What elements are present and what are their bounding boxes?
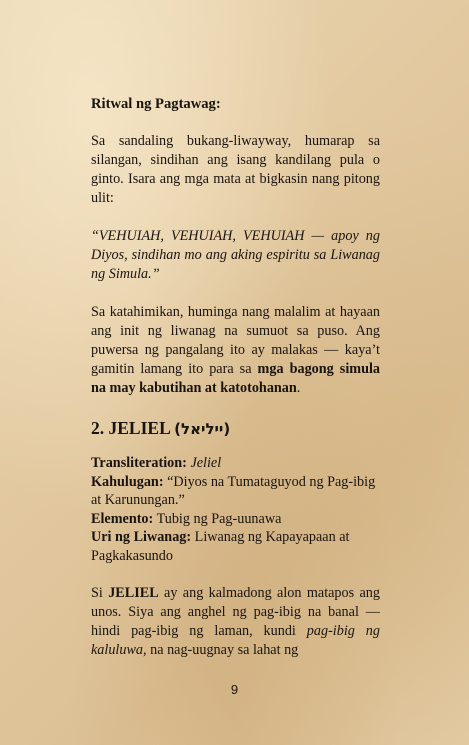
jeliel-heading [91, 417, 380, 440]
element-label: Elemento: [91, 510, 154, 527]
jeliel-name: JELIEL [108, 585, 159, 601]
jeliel-para-start: Si [91, 585, 109, 601]
silence-paragraph [91, 303, 380, 398]
silence-text: Sa katahimikan, huminga nang malalim at hayaan ang init ng liwanag na sumuot sa puso. Ang puwersa ng pangalang ito ay malakas — kaya’t gamitin lamang ito para sa [91, 304, 380, 377]
jeliel-title: 2. JELIEL [91, 418, 170, 438]
light-line [91, 528, 380, 565]
light-value: Liwanag ng Kapayapaan at Pagkakasundo [91, 529, 350, 564]
jeliel-hebrew: (ייליאל) [174, 420, 231, 438]
silence-end: . [296, 380, 301, 396]
silence-emphasis: mga bagong simula na may kabutihan at katotohanan [91, 361, 381, 396]
jeliel-para-italic: pag-ibig ng kaluluwa [91, 623, 380, 658]
element-line [91, 510, 380, 529]
transliteration-value: Jeliel [190, 455, 222, 471]
ritual-paragraph: Sa sandaling bukang-liwayway, humarap sa silangan, sindihan ang isang kandilang pula o ginto. Isara ang mga mata at bigkasin nang pitong ulit: [91, 133, 380, 206]
transliteration-line [91, 454, 380, 473]
element-value: Tubig ng Pag-uunawa [156, 510, 282, 527]
jeliel-para-mid: ay ang kalmadong alon matapos ang unos. Siya ang anghel ng pag-ibig na banal — hindi pag-ibig ng laman, kundi [91, 585, 380, 639]
page-number: 9 [230, 682, 239, 697]
jeliel-para-end: , na nag-uugnay sa lahat ng [143, 642, 299, 658]
light-label: Uri ng Liwanag: [91, 529, 192, 545]
jeliel-paragraph [91, 584, 380, 660]
meaning-value: “Diyos na Tumataguyod ng Pag-ibig at Karunungan.” [91, 473, 376, 508]
invocation-quote: “VEHUIAH, VEHUIAH, VEHUIAH — apoy ng Diyos, sindihan mo ang aking espiritu sa Liwanag ng Simula.” [91, 228, 380, 282]
ritual-heading: Ritwal ng Pagtawag: [91, 96, 221, 112]
meaning-line [91, 473, 380, 510]
page-content [91, 96, 380, 660]
transliteration-label: Transliteration: [91, 455, 187, 471]
meaning-label: Kahulugan: [91, 473, 164, 490]
